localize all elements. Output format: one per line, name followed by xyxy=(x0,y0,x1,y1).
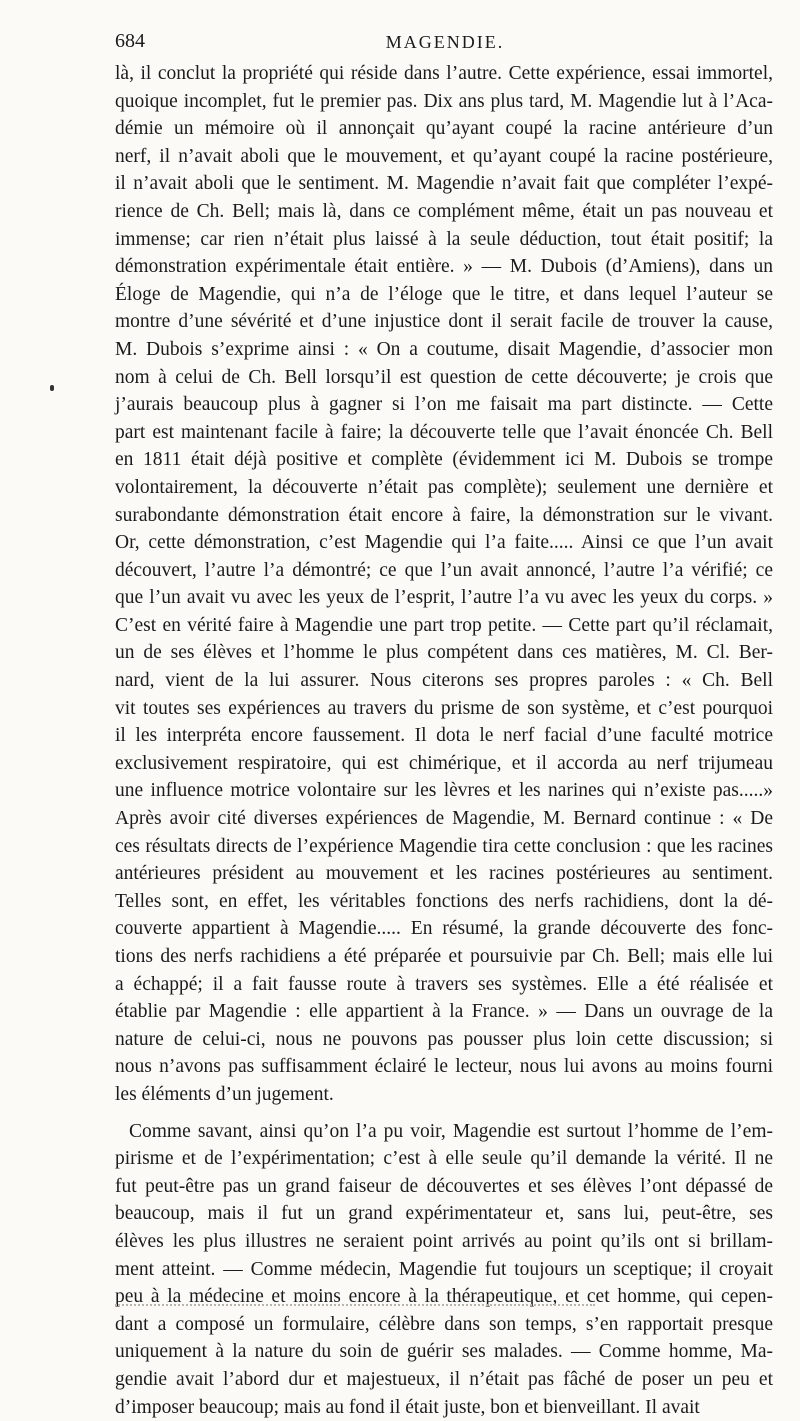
text-line: ces résultats directs de l’expérience Magendie tira cette conclusion : que les racines xyxy=(115,833,773,861)
text-line: quoique incomplet, fut le premier pas. Dix ans plus tard, M. Magendie lut à l’Aca- xyxy=(115,88,773,116)
text-line: que l’un avait vu avec les yeux de l’esprit, l’autre l’a vu avec les yeux du corps. » xyxy=(115,584,773,612)
text-line: élèves les plus illustres ne seraient point arrivés au point qu’ils ont si brillam- xyxy=(115,1228,773,1256)
text-line: fut peut-être pas un grand faiseur de découvertes et ses élèves l’ont dépassé de xyxy=(115,1173,773,1201)
text-line: établie par Magendie : elle appartient à la France. » — Dans un ouvrage de la xyxy=(115,998,773,1026)
text-line: en 1811 était déjà positive et complète (évidemment ici M. Dubois se trompe xyxy=(115,446,773,474)
text-line: M. Dubois s’exprime ainsi : « On a coutume, disait Magendie, d’associer mon xyxy=(115,336,773,364)
text-line: d’imposer beaucoup; mais au fond il était juste, bon et bienveillant. Il avait xyxy=(115,1394,773,1421)
page-header xyxy=(115,30,775,54)
text-line: nerf, il n’avait aboli que le mouvement, et qu’ayant coupé la racine postérieure, xyxy=(115,143,773,171)
text-line: nard, vient de la lui assurer. Nous citerons ses propres paroles : « Ch. Bell xyxy=(115,667,773,695)
text-line: Comme savant, ainsi qu’on l’a pu voir, Magendie est surtout l’homme de l’em- xyxy=(115,1118,773,1146)
text-line: découvert, l’autre l’a démontré; ce que l’un avait annoncé, l’autre l’a vérifié; ce xyxy=(115,557,773,585)
text-line: antérieures président au mouvement et les racines postérieures au sentiment. xyxy=(115,860,773,888)
ink-speck xyxy=(50,385,54,391)
text-line: nature de celui-ci, nous ne pouvons pas pousser plus loin cette discussion; si xyxy=(115,1026,773,1054)
text-line: tions des nerfs rachidiens a été préparée et poursuivie par Ch. Bell; mais elle lui xyxy=(115,943,773,971)
text-line: peu à la médecine et moins encore à la thérapeutique, et cet homme, qui cepen- xyxy=(115,1283,773,1311)
text-line: vit toutes ses expériences au travers du prisme de son système, et c’est pourquoi xyxy=(115,695,773,723)
text-line: rience de Ch. Bell; mais là, dans ce complément même, était un pas nouveau et xyxy=(115,198,773,226)
text-line: Éloge de Magendie, qui n’a de l’éloge que le titre, et dans lequel l’auteur se xyxy=(115,281,773,309)
paragraph xyxy=(115,1118,773,1421)
text-line: gendie avait l’abord dur et majestueux, il n’était pas fâché de poser un peu et xyxy=(115,1366,773,1394)
text-line: dant a composé un formulaire, célèbre dans son temps, s’en rapportait presque xyxy=(115,1311,773,1339)
running-head: MAGENDIE. xyxy=(115,32,775,53)
text-line: démie un mémoire où il annonçait qu’ayant coupé la racine antérieure d’un xyxy=(115,115,773,143)
text-line: Telles sont, en effet, les véritables fonctions des nerfs rachidiens, dont la dé- xyxy=(115,888,773,916)
text-line: démonstration expérimentale était entière. » — M. Dubois (d’Amiens), dans un xyxy=(115,253,773,281)
text-line: un de ses élèves et l’homme le plus compétent dans ces matières, M. Cl. Ber- xyxy=(115,639,773,667)
text-line: surabondante démonstration était encore à faire, la démonstration sur le vivant. xyxy=(115,502,773,530)
body-text xyxy=(115,60,773,1421)
text-line: une influence motrice volontaire sur les lèvres et les narines qui n’existe pas.....» xyxy=(115,777,773,805)
page-number: 684 xyxy=(115,30,145,53)
text-line: a échappé; il a fait fausse route à travers ses systèmes. Elle a été réalisée et xyxy=(115,971,773,999)
text-line: les éléments d’un jugement. xyxy=(115,1081,773,1109)
text-line: nom à celui de Ch. Bell lorsqu’il est question de cette découverte; je crois que xyxy=(115,364,773,392)
text-line: ment atteint. — Comme médecin, Magendie fut toujours un sceptique; il croyait xyxy=(115,1256,773,1284)
faded-footer-line xyxy=(115,1304,595,1306)
text-line: pirisme et de l’expérimentation; c’est à elle seule qu’il demande la vérité. Il ne xyxy=(115,1145,773,1173)
text-line: il les interpréta encore faussement. Il dota le nerf facial d’une faculté motrice xyxy=(115,722,773,750)
text-line: volontairement, la découverte n’était pas complète); seulement une dernière et xyxy=(115,474,773,502)
paragraph xyxy=(115,60,773,1109)
text-line: Après avoir cité diverses expériences de Magendie, M. Bernard continue : « De xyxy=(115,805,773,833)
text-line: beaucoup, mais il fut un grand expérimentateur et, sans lui, peut-être, ses xyxy=(115,1200,773,1228)
text-line: montre d’une sévérité et d’une injustice dont il serait facile de trouver la cause, xyxy=(115,308,773,336)
text-line: nous n’avons pas suffisamment éclairé le lecteur, nous lui avons au moins fourni xyxy=(115,1053,773,1081)
text-line: immense; car rien n’était plus laissé à la seule déduction, tout était positif; la xyxy=(115,226,773,254)
text-line: C’est en vérité faire à Magendie une part trop petite. — Cette part qu’il réclamait, xyxy=(115,612,773,640)
text-line: part est maintenant facile à faire; la découverte telle que l’avait énoncée Ch. Bell xyxy=(115,419,773,447)
text-line: Or, cette démonstration, c’est Magendie qui l’a faite..... Ainsi ce que l’un avait xyxy=(115,529,773,557)
text-line: j’aurais beaucoup plus à gagner si l’on me faisait ma part distincte. — Cette xyxy=(115,391,773,419)
text-line: là, il conclut la propriété qui réside dans l’autre. Cette expérience, essai immortel, xyxy=(115,60,773,88)
text-line: couverte appartient à Magendie..... En résumé, la grande découverte des fonc- xyxy=(115,915,773,943)
text-line: exclusivement respiratoire, qui est chimérique, et il accorda au nerf trijumeau xyxy=(115,750,773,778)
text-line: uniquement à la nature du soin de guérir ses malades. — Comme homme, Ma- xyxy=(115,1338,773,1366)
text-line: il n’avait aboli que le sentiment. M. Magendie n’avait fait que compléter l’expé- xyxy=(115,170,773,198)
